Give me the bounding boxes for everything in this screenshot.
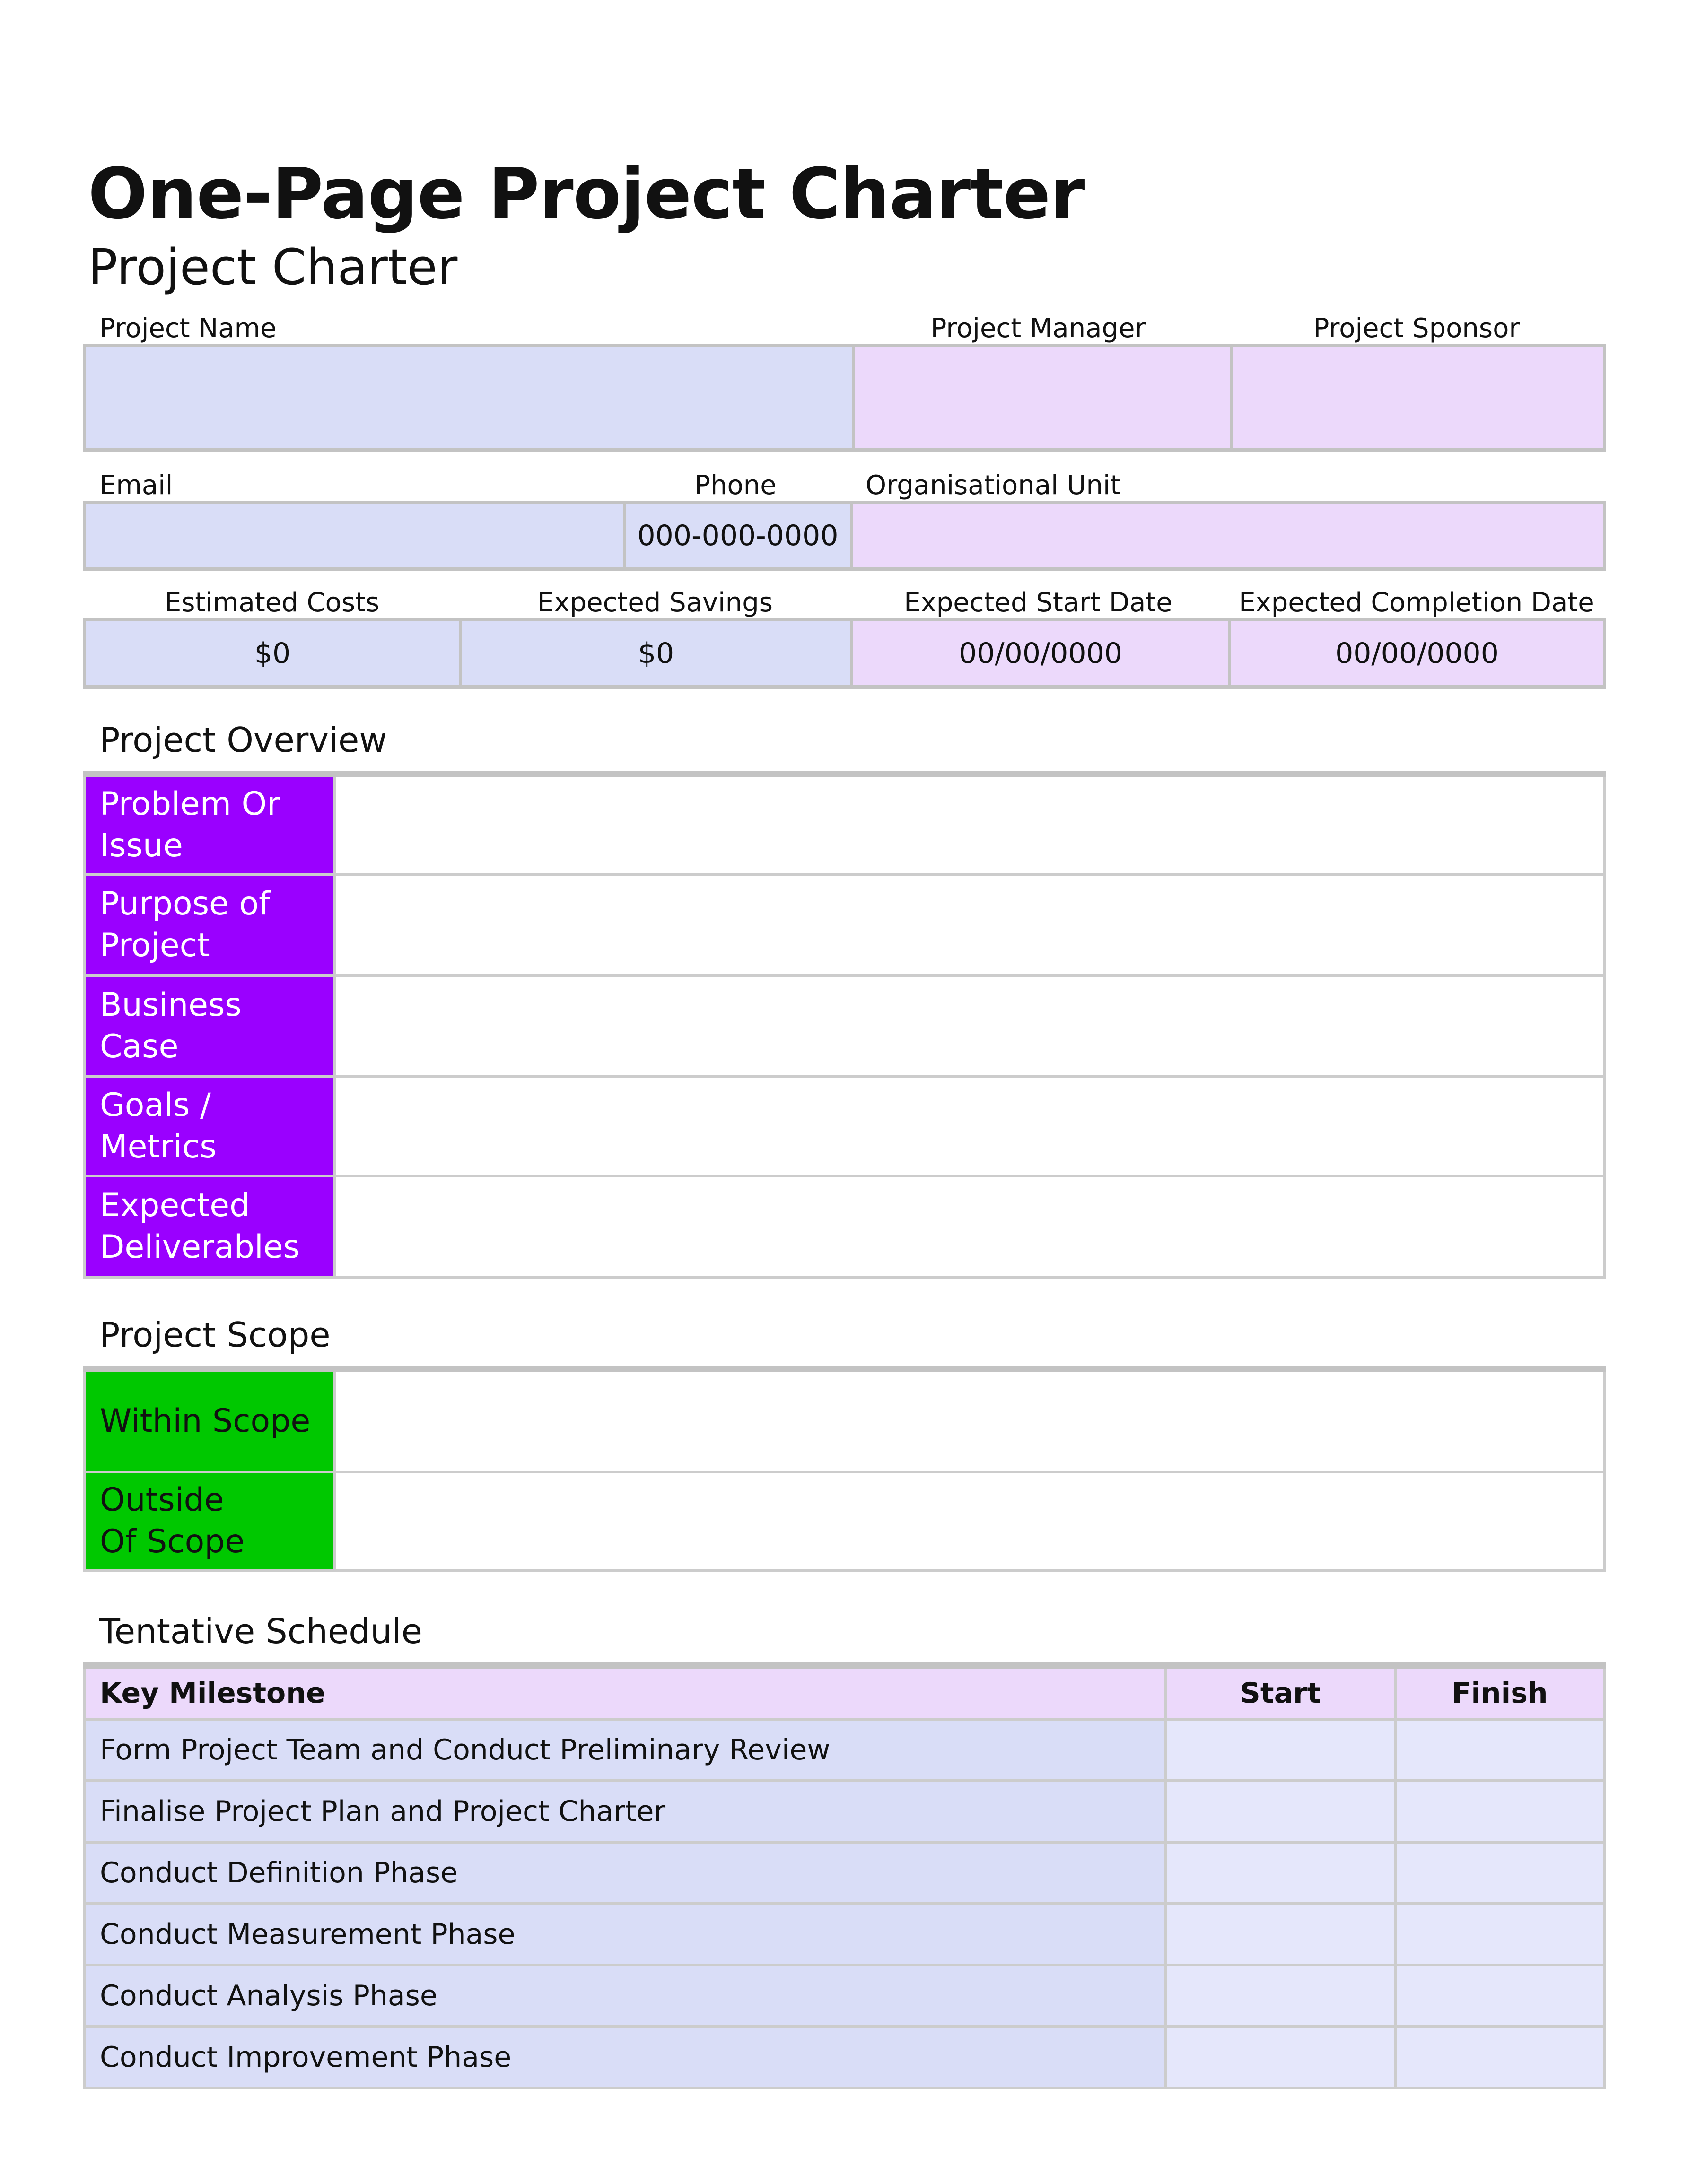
org-unit-field[interactable]: [853, 504, 1603, 567]
scope-heading: Project Scope: [99, 1315, 331, 1355]
scope-row-label: Within Scope: [84, 1369, 335, 1472]
table-row: [84, 1781, 1604, 1842]
overview-row: [84, 1176, 1604, 1277]
overview-row: [84, 1077, 1604, 1176]
start-date-label: Expected Start Date: [904, 587, 1172, 618]
business-case-field[interactable]: [335, 975, 1604, 1077]
schedule-heading: Tentative Schedule: [99, 1611, 422, 1651]
problem-issue-field[interactable]: [335, 774, 1604, 874]
milestone-finish-field[interactable]: [1395, 1965, 1604, 2027]
milestone-finish-field[interactable]: [1395, 1842, 1604, 1904]
milestone-finish-field[interactable]: [1395, 1904, 1604, 1965]
budget-dates-row: [83, 618, 1606, 689]
overview-heading: Project Overview: [99, 720, 387, 760]
finish-header: Finish: [1395, 1665, 1604, 1719]
scope-row: [84, 1472, 1604, 1570]
overview-row: [84, 874, 1604, 975]
overview-table: [83, 771, 1606, 1279]
completion-date-label: Expected Completion Date: [1239, 587, 1594, 618]
overview-row-label: Purpose of Project: [84, 874, 335, 975]
table-row: [84, 1904, 1604, 1965]
key-milestone-header: Key Milestone: [84, 1665, 1165, 1719]
phone-label: Phone: [694, 470, 777, 501]
overview-row-label: Expected Deliverables: [84, 1176, 335, 1277]
overview-row: [84, 774, 1604, 874]
milestone-start-field[interactable]: [1165, 1904, 1395, 1965]
phone-field[interactable]: 000-000-0000: [626, 504, 850, 567]
project-name-field[interactable]: [86, 347, 852, 448]
deliverables-field[interactable]: [335, 1176, 1604, 1277]
milestone-name: Form Project Team and Conduct Preliminary Review: [84, 1719, 1165, 1781]
milestone-name: Finalise Project Plan and Project Charter: [84, 1781, 1165, 1842]
milestone-name: Conduct Analysis Phase: [84, 1965, 1165, 2027]
project-manager-field[interactable]: [855, 347, 1230, 448]
schedule-header-row: [84, 1665, 1604, 1719]
milestone-finish-field[interactable]: [1395, 2027, 1604, 2088]
email-field[interactable]: [86, 504, 623, 567]
page-subtitle: Project Charter: [88, 238, 458, 296]
table-row: [84, 1719, 1604, 1781]
contact-row: [83, 501, 1606, 571]
scope-row-label: Outside Of Scope: [84, 1472, 335, 1570]
project-sponsor-label: Project Sponsor: [1313, 313, 1520, 344]
overview-row-label: Business Case: [84, 975, 335, 1077]
project-sponsor-field[interactable]: [1233, 347, 1603, 448]
milestone-finish-field[interactable]: [1395, 1781, 1604, 1842]
estimated-costs-field[interactable]: $0: [86, 621, 459, 685]
project-info-row: [83, 344, 1606, 452]
milestone-start-field[interactable]: [1165, 1719, 1395, 1781]
email-label: Email: [99, 470, 173, 501]
start-date-field[interactable]: 00/00/0000: [853, 621, 1228, 685]
scope-row: [84, 1369, 1604, 1472]
milestone-start-field[interactable]: [1165, 1965, 1395, 2027]
expected-savings-field[interactable]: $0: [462, 621, 850, 685]
milestone-name: Conduct Measurement Phase: [84, 1904, 1165, 1965]
milestone-name: Conduct Improvement Phase: [84, 2027, 1165, 2088]
milestone-start-field[interactable]: [1165, 1781, 1395, 1842]
org-unit-label: Organisational Unit: [866, 470, 1121, 501]
milestone-finish-field[interactable]: [1395, 1719, 1604, 1781]
project-name-label: Project Name: [99, 313, 277, 344]
page-title: One-Page Project Charter: [88, 153, 1085, 235]
milestone-start-field[interactable]: [1165, 2027, 1395, 2088]
purpose-field[interactable]: [335, 874, 1604, 975]
table-row: [84, 1842, 1604, 1904]
goals-metrics-field[interactable]: [335, 1077, 1604, 1176]
milestone-name: Conduct Definition Phase: [84, 1842, 1165, 1904]
milestone-start-field[interactable]: [1165, 1842, 1395, 1904]
schedule-table: [83, 1662, 1606, 2089]
within-scope-field[interactable]: [335, 1369, 1604, 1472]
project-manager-label: Project Manager: [930, 313, 1146, 344]
overview-row: [84, 975, 1604, 1077]
overview-row-label: Problem Or Issue: [84, 774, 335, 874]
completion-date-field[interactable]: 00/00/0000: [1231, 621, 1603, 685]
scope-table: [83, 1366, 1606, 1572]
expected-savings-label: Expected Savings: [537, 587, 773, 618]
table-row: [84, 2027, 1604, 2088]
estimated-costs-label: Estimated Costs: [164, 587, 380, 618]
overview-row-label: Goals / Metrics: [84, 1077, 335, 1176]
table-row: [84, 1965, 1604, 2027]
start-header: Start: [1165, 1665, 1395, 1719]
outside-scope-field[interactable]: [335, 1472, 1604, 1570]
